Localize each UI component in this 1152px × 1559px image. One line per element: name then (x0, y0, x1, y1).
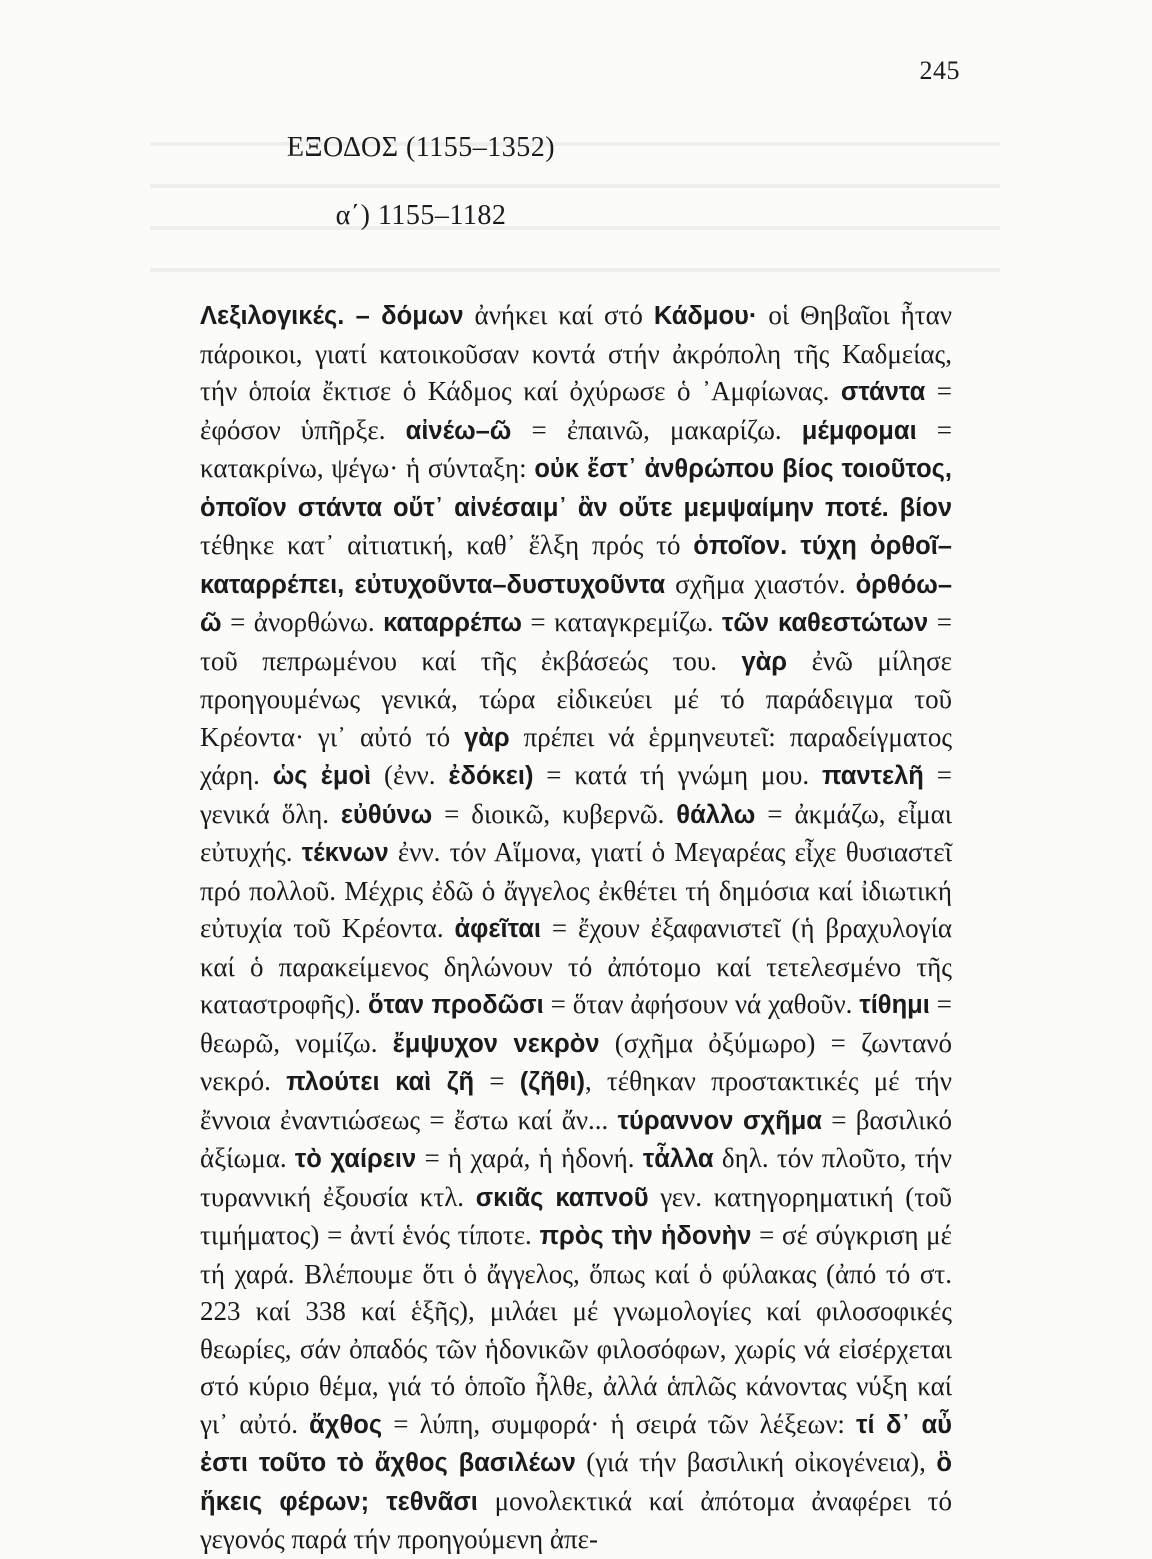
lemma-term: ὅταν προδῶσι (367, 991, 544, 1019)
lemma-term: μέμφομαι (801, 416, 917, 445)
lemma-term: τέκνων (301, 839, 389, 867)
explanation-text: = καταγκρεμίζω. (521, 607, 723, 637)
explanation-text: σχῆμα χιαστόν. (665, 568, 856, 599)
explanation-text: = ἀκμάζω, εἶμαι εὐτυχής. (200, 798, 952, 867)
explanation-text: μονολεκτικά καί ἀπότομα ἀναφέρει τό γεγονός παρά τήν προηγούμενη ἀπε- (200, 1485, 952, 1554)
lemma-term: γὰρ (741, 647, 788, 676)
explanation-text: , τέθηκαν προστακτικές μέ τήν ἔννοια ἐναντιώσεως = ἔστω καί ἄν... (200, 1066, 953, 1135)
explanation-text: (γιά τήν βασιλική οἰκογένεια), (575, 1447, 937, 1477)
explanation-text: ἐνν. τόν Αἵμονα, γιατί ὁ Μεγαρέας εἶχε θυσιαστεῖ πρό πολλοῦ. Μέχρις ἐδῶ ὁ ἄγγελος ἐκθέτει τή δημόσια καί ἰδιωτική εὐτυχία τοῦ Κρέοντα. (200, 837, 952, 943)
explanation-text: τέθηκε κατ᾿ αἰτιατική, καθ᾿ ἕλξη πρός τό (200, 530, 694, 560)
lemma-term: ἄχθος (309, 1410, 383, 1439)
lemma-term: (ζῆθι) (519, 1068, 585, 1096)
explanation-text: = ἡ χαρά, ἡ ἡδονή. (416, 1143, 643, 1173)
lemma-term: Κάδμου· (653, 302, 758, 330)
explanation-text: = ἐπαινῶ, μακαρίζω. (511, 414, 802, 445)
explanation-text: = σέ σύγκριση μέ τή χαρά. Βλέπουμε ὅτι ὁ ἄγγελος, ὅπως καί ὁ φύλακας (ἀπό τό στ. 223 καί 338 καί ἑξῆς), μιλάει μέ γνωμολογίες καί φιλοσοφικές θεωρίες, σάν ὀπαδός τῶν ἡδονικῶν φιλοσόφων, χωρίς νά εἰσέρχεται στό κύριο θέμα, γιά τό ὁποῖο ἦλθε, ἀλλά ἁπλῶς κάνοντας νύξη καί γι᾿ αὐτό. (200, 1220, 952, 1439)
explanation-text: = θεωρῶ, νομίζω. (200, 989, 952, 1058)
lemma-term: εὐθύνω (340, 800, 433, 829)
explanation-text: = (474, 1066, 520, 1096)
lemma-term: τύραννον σχῆμα (617, 1106, 822, 1135)
explanation-text: γεν. κατηγορηματική (τοῦ τιμήματος) = ἀντί ἑνός τίποτε. (200, 1181, 952, 1250)
explanation-text: = βασιλικό ἀξίωμα. (200, 1104, 953, 1173)
page-number: 245 (919, 56, 960, 85)
explanation-text: οἱ Θηβαῖοι ἦταν πάροικοι, γιατί κατοικοῦσαν κοντά στήν ἀκρόπολη τῆς Καδμείας, τήν ὁποία ἔκτισε ὁ Κάδμος καί ὀχύρωσε ὁ ᾿Αμφίωνας. (200, 300, 952, 406)
explanation-text: (ἐνν. (371, 760, 449, 790)
lemma-term: τῶν καθεστώτων (722, 609, 929, 637)
lemma-term: ὁποῖον. τύχη ὀρθοῖ–καταρρέπει, εὐτυχοῦντα–δυστυχοῦντα (200, 532, 952, 599)
explanation-text: = ἔχουν ἐξαφανιστεῖ (ἡ βραχυλογία καί ὁ παρακείμενος δηλώνουν τό ἀπότομο καί τετελεσμένο τῆς καταστροφῆς). (200, 913, 952, 1019)
lemma-term: ἀφεῖται (454, 915, 542, 943)
lemma-term: ὀρθόω–ῶ (200, 570, 952, 637)
lemma-term: αἰνέω–ῶ (405, 416, 512, 445)
lemma-term: ὡς ἐμοὶ (272, 762, 372, 790)
explanation-text: = γενικά ὅλη. (200, 760, 952, 829)
lemma-term: τίθημι (859, 991, 930, 1019)
lemma-term: ἐδόκει) (448, 762, 534, 790)
explanation-text: (σχῆμα ὀξύμωρο) = ζωντανό νεκρό. (200, 1027, 952, 1096)
lemma-term: παντελῆ (821, 762, 924, 790)
lemma-term: τί δ᾿ αὖ ἐστι τοῦτο τὸ ἄχθος βασιλέων (200, 1410, 952, 1477)
explanation-text: = διοικῶ, κυβερνῶ. (432, 798, 677, 829)
explanation-text: ἐνῶ μίλησε προηγουμένως γενικά, τώρα εἰδικεύει μέ τό παράδειγμα τοῦ Κρέοντα· γι᾿ αὐτό τό (200, 645, 952, 752)
commentary-paragraph (200, 297, 952, 1559)
lemma-term: καταρρέπω (383, 609, 522, 637)
lemma-term: στάντα (840, 378, 926, 406)
lemma-term: πλούτει καὶ ζῆ (286, 1068, 475, 1096)
explanation-text: δηλ. τόν πλοῦτο, τήν τυραννική ἐξουσία κτλ. (200, 1143, 952, 1212)
explanation-text: = ἀνορθώνω. (221, 607, 384, 637)
explanation-text: = ἐφόσον ὑπῆρξε. (200, 376, 952, 445)
lemma-term: τὸ χαίρειν (294, 1145, 417, 1173)
lemma-term: θάλλω (676, 800, 756, 829)
section-title: ΕΞΟΔΟΣ (1155–1352) (286, 132, 556, 163)
explanation-text: = κατά τή γνώμη μου. (533, 760, 822, 790)
lemma-term: τἆλλα (642, 1145, 714, 1173)
explanation-text: = κατακρίνω, ψέγω· ἡ σύνταξη: (200, 414, 952, 483)
lemma-term: σκιᾶς καπνοῦ (475, 1183, 649, 1212)
explanation-text: = τοῦ πεπρωμένου καί τῆς ἐκβάσεώς του. (200, 607, 952, 676)
lemma-term: ὃ ἥκεις φέρων; τεθνᾶσι (200, 1449, 952, 1516)
lemma-term: ἔμψυχον νεκρὸν (392, 1029, 600, 1058)
explanation-text: = ὅταν ἀφήσουν νά χαθοῦν. (543, 989, 860, 1019)
explanation-text: = λύπη, συμφορά· ἡ σειρά τῶν λέξεων: (382, 1408, 857, 1439)
lemma-term: Λεξιλογικές. – δόμων (200, 302, 464, 330)
section-subtitle: α΄) 1155–1182 (335, 200, 507, 231)
lemma-term: οὐκ ἔστ᾿ ἀνθρώπου βίος τοιοῦτος, ὁποῖον στάντα οὔτ᾿ αἰνέσαιμ᾿ ἂν οὔτε μεμψαίμην ποτέ. βίον (200, 455, 952, 522)
explanation-text: ἀνήκει καί στό (463, 300, 654, 330)
lemma-term: γὰρ (464, 723, 510, 752)
explanation-text: πρέπει νά ἑρμηνευτεῖ: παραδείγματος χάρη. (200, 721, 953, 790)
lemma-term: πρὸς τὴν ἡδονὴν (539, 1222, 752, 1250)
